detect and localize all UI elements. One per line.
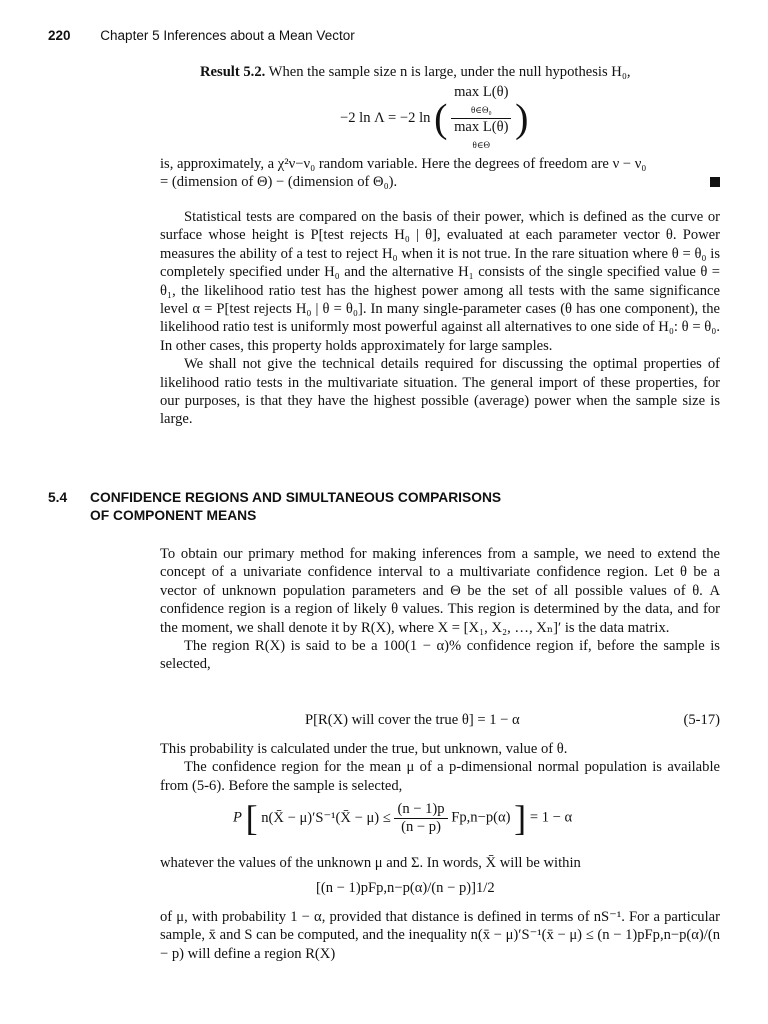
paragraph-confidence-region: To obtain our primary method for making inferences from a sample, we need to extend the concept of a univariate confidence interval to a multivariate confidence region. Let θ be a vector of unknown population parameters and Θ be the set of all possible values of θ. A confidence region is a region of likely θ values. This region is determined by the data, and for the moment, we shall denote it by R(X), where X = [X₁, X₂, …, Xₙ]′ is the data matrix.	[160, 546, 720, 636]
eq2-tail: Fp,n−p(α)	[451, 809, 511, 826]
left-paren: (	[434, 95, 448, 141]
right-bracket: ]	[514, 798, 527, 838]
equation-5-17-label: (5-17)	[683, 712, 720, 728]
eq2-frac-den: (n − p)	[401, 818, 441, 835]
probability-text	[160, 740, 720, 795]
left-bracket: [	[245, 798, 258, 838]
paragraph-region-definition: The region R(X) is said to be a 100(1 − α)% confidence region if, before the sample is selected,	[160, 638, 720, 673]
result-statement	[200, 63, 720, 81]
likelihood-ratio-equation	[340, 84, 528, 153]
distance-equation: [(n − 1)pFp,n−p(α)/(n − p)]1/2	[316, 880, 495, 896]
eq2-body: n(X̄ − μ)′S⁻¹(X̄ − μ) ≤	[261, 810, 391, 826]
equation-5-17: P[R(X) will cover the true θ] = 1 − α	[305, 712, 520, 728]
denominator: max L(θ)	[454, 119, 509, 135]
power-paragraphs	[160, 208, 720, 429]
paragraph-mean-region: The confidence region for the mean μ of a p-dimensional normal population is available from (5-6). Before the sample is selected,	[160, 759, 720, 794]
numerator-subscript: θ∈Θ₀	[470, 105, 492, 115]
confidence-region-text	[160, 545, 720, 674]
eq2-rhs: = 1 − α	[529, 809, 573, 826]
paragraph-power: Statistical tests are compared on the basis of their power, which is defined as the curve or surface whose height is P[test rejects H₀ | θ], evaluated at each parameter vector θ. Power measures the ability of a test to reject H₀ when it is not true. In the rare situation where θ = θ₀ is completely specified under H₀ and the alternative H₁ consists of the single specified value θ = θ₁, the likelihood ratio test has the highest power among all tests with the same significance level α = P[test rejects H₀ | θ = θ₀]. In many single-parameter cases (θ has one component), the likelihood ratio test is uniformly most powerful against all alternatives to one side of H₀: θ = θ₀. In other cases, this property holds approximately for large samples.	[160, 209, 720, 354]
page-number: 220	[48, 28, 71, 43]
qed-mark	[710, 177, 720, 187]
paragraph-whatever: whatever the values of the unknown μ and Σ. In words, X̄ will be within	[160, 855, 581, 871]
likelihood-fraction	[451, 84, 511, 153]
numerator: max L(θ)	[454, 84, 509, 100]
paragraph-probability: This probability is calculated under the true, but unknown, value of θ.	[160, 741, 568, 757]
paragraph-final: of μ, with probability 1 − α, provided that distance is defined in terms of nS⁻¹. For a particular sample, x̄ and S can be computed, and the inequality n(x̄ − μ)′S⁻¹(x̄ − μ) ≤ (n − 1)pFp,n−p(α)/(n − p) will define a region R(X)	[160, 909, 720, 962]
result-after-line1: is, approximately, a χ²ν−ν₀ random variable. Here the degrees of freedom are ν − ν₀	[160, 156, 647, 172]
right-paren: )	[515, 95, 529, 141]
eq2-frac-num: (n − 1)p	[394, 801, 447, 819]
result-label: Result 5.2.	[200, 64, 266, 80]
whatever-text	[160, 854, 720, 872]
result-text: When the sample size n is large, under the null hypothesis H₀,	[268, 64, 631, 80]
section-heading	[48, 489, 501, 525]
result-conclusion	[160, 155, 720, 192]
running-title: Chapter 5 Inferences about a Mean Vector	[100, 28, 355, 43]
eq2-left: P	[233, 809, 242, 826]
running-header	[48, 28, 355, 43]
section-title-line2: OF COMPONENT MEANS	[90, 508, 257, 523]
denominator-subscript: θ∈Θ	[472, 140, 491, 150]
eq2-fraction	[394, 801, 447, 836]
equation-lhs: −2 ln Λ = −2 ln	[340, 110, 431, 126]
result-after-line2: = (dimension of Θ) − (dimension of Θ₀).	[160, 174, 398, 191]
final-text	[160, 908, 720, 963]
section-title-line1: CONFIDENCE REGIONS AND SIMULTANEOUS COMPARISONS	[90, 490, 502, 505]
paragraph-optimal: We shall not give the technical details required for discussing the optimal properties of likelihood ratio tests in the multivariate situation. The general import of these properties, for our purposes, is that they have the highest possible (average) power when the sample size is large.	[160, 356, 720, 428]
hotelling-probability-equation	[233, 800, 572, 836]
section-number: 5.4	[48, 490, 68, 505]
